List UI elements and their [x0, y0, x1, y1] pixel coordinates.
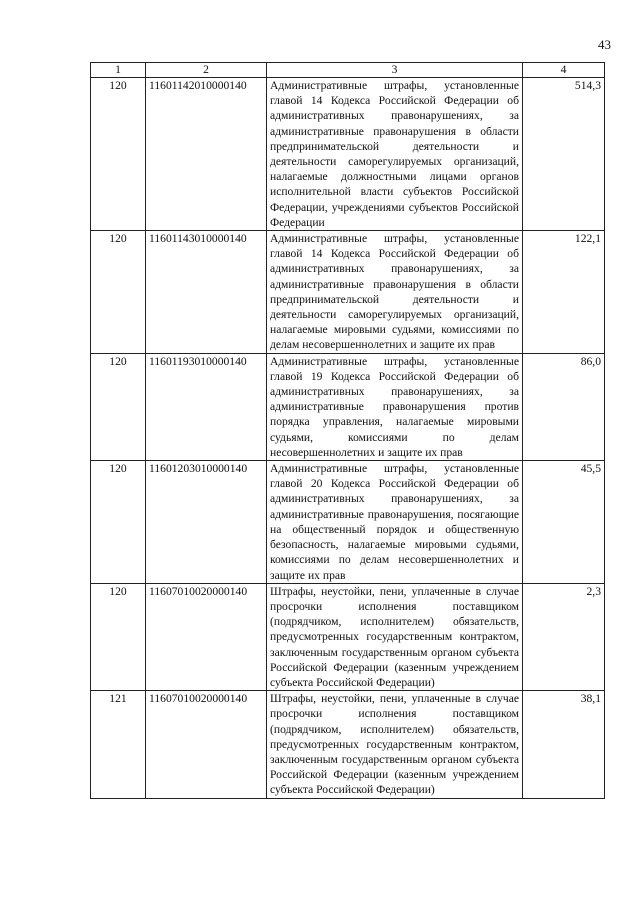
admin-code-cell: 120	[91, 78, 146, 231]
admin-code-cell: 120	[91, 461, 146, 584]
column-header: 3	[267, 63, 523, 78]
admin-code-cell: 120	[91, 583, 146, 690]
budget-code-cell: 11601193010000140	[146, 353, 267, 460]
description-cell: Административные штрафы, установленные главой 14 Кодекса Российской Федерации об административных правонарушениях, за административные правонарушения в области предпринимательской деятельности и деятельности саморегулируемых организаций, налагаемые мировыми судьями, комиссиями по делам несовершеннолетних и защите их прав	[267, 231, 523, 354]
admin-code-cell: 120	[91, 231, 146, 354]
budget-code-cell: 11601143010000140	[146, 231, 267, 354]
page-number: 43	[598, 37, 611, 52]
column-header: 1	[91, 63, 146, 78]
table-row	[91, 461, 605, 584]
admin-code-cell: 121	[91, 691, 146, 798]
description-cell: Административные штрафы, установленные главой 20 Кодекса Российской Федерации об административных правонарушениях, за административные правонарушения, посягающие на общественный порядок и общественную безопасность, налагаемые мировыми судьями, комиссиями по делам несовершеннолетних и защите их прав	[267, 461, 523, 584]
budget-code-cell: 11607010020000140	[146, 583, 267, 690]
description-cell: Административные штрафы, установленные главой 14 Кодекса Российской Федерации об административных правонарушениях, за административные правонарушения в области предпринимательской деятельности и деятельности саморегулируемых организаций, налагаемые должностными лицами органов исполнительной власти субъектов Российской Федерации, учреждениями субъектов Российской Федерации	[267, 78, 523, 231]
table-row	[91, 353, 605, 460]
admin-code-cell: 120	[91, 353, 146, 460]
column-header: 4	[523, 63, 605, 78]
amount-cell: 2,3	[523, 583, 605, 690]
table-row	[91, 583, 605, 690]
table-row	[91, 691, 605, 798]
budget-revenue-table	[90, 62, 605, 799]
budget-code-cell: 11601142010000140	[146, 78, 267, 231]
table-row	[91, 78, 605, 231]
amount-cell: 38,1	[523, 691, 605, 798]
budget-code-cell: 11601203010000140	[146, 461, 267, 584]
amount-cell: 86,0	[523, 353, 605, 460]
amount-cell: 514,3	[523, 78, 605, 231]
column-header: 2	[146, 63, 267, 78]
description-cell: Штрафы, неустойки, пени, уплаченные в случае просрочки исполнения поставщиком (подрядчиком, исполнителем) обязательств, предусмотренных государственным контрактом, заключенным государственным органом субъекта Российской Федерации (казенным учреждением субъекта Российской Федерации)	[267, 691, 523, 798]
table-row	[91, 231, 605, 354]
amount-cell: 45,5	[523, 461, 605, 584]
description-cell: Административные штрафы, установленные главой 19 Кодекса Российской Федерации об административных правонарушениях, за административные правонарушения против порядка управления, налагаемые мировыми судьями, комиссиями по делам несовершеннолетних и защите их прав	[267, 353, 523, 460]
amount-cell: 122,1	[523, 231, 605, 354]
table-header-row	[91, 63, 605, 78]
description-cell: Штрафы, неустойки, пени, уплаченные в случае просрочки исполнения поставщиком (подрядчиком, исполнителем) обязательств, предусмотренных государственным контрактом, заключенным государственным органом субъекта Российской Федерации (казенным учреждением субъекта Российской Федерации)	[267, 583, 523, 690]
budget-code-cell: 11607010020000140	[146, 691, 267, 798]
